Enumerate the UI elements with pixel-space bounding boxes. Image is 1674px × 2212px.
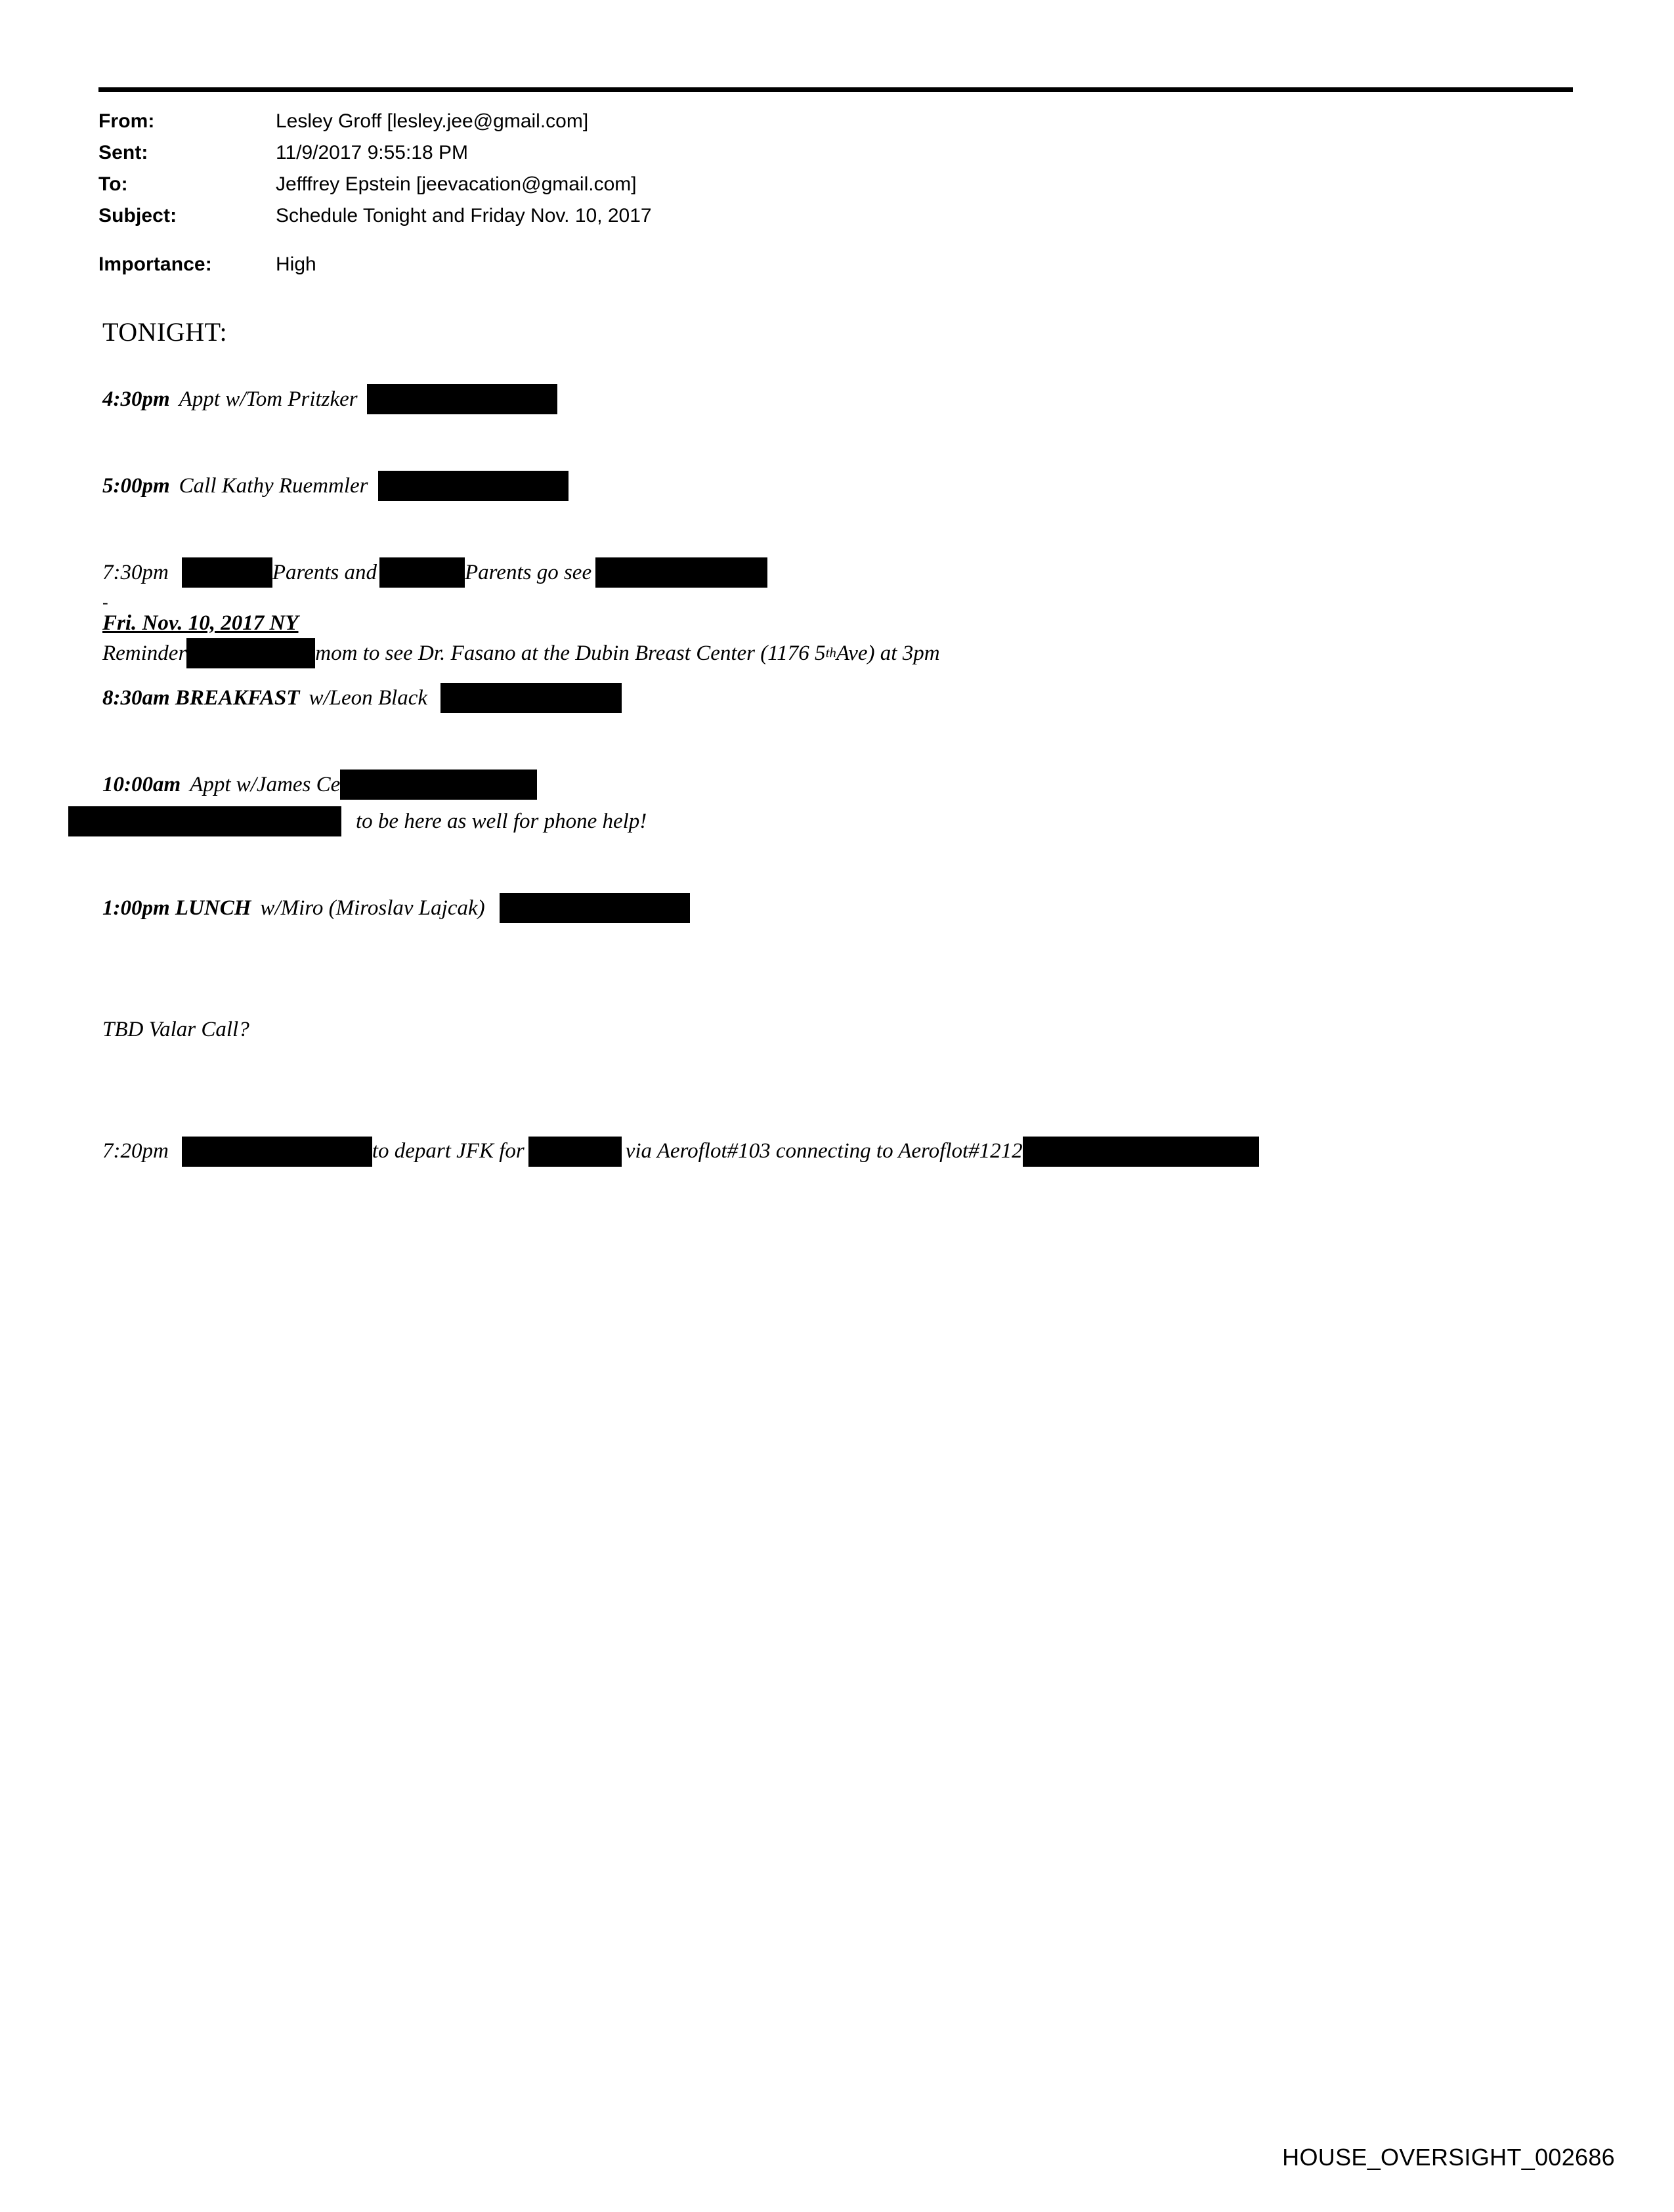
bullet-dash: - (102, 593, 108, 612)
header-label-importance: Importance: (98, 253, 212, 275)
schedule-time-830am: 8:30am BREAKFAST (102, 685, 300, 710)
schedule-item-720pm (102, 1137, 1582, 1167)
reminder-sup: th (825, 645, 836, 661)
redaction-bar (378, 471, 569, 501)
schedule-item-430pm (102, 384, 1582, 414)
schedule-item-500pm (102, 471, 1582, 501)
schedule-text-1000am: Appt w/James Ce (190, 772, 341, 796)
schedule-time-1000am: 10:00am (102, 772, 181, 796)
redaction-bar (440, 683, 622, 713)
header-value-to: Jefffrey Epstein [jeevacation@gmail.com] (276, 173, 637, 195)
header-value-from: Lesley Groff [lesley.jee@gmail.com] (276, 110, 589, 132)
redaction-bar (500, 893, 690, 923)
header-value-sent: 11/9/2017 9:55:18 PM (276, 142, 468, 163)
reminder-text2: Ave) at 3pm (836, 641, 940, 665)
reminder-line (102, 638, 1582, 668)
header-label-sent-text: Sent (98, 142, 142, 163)
header-label-to-text: To (98, 173, 121, 195)
header-divider-rule (98, 87, 1573, 92)
schedule-text-500pm: Call Kathy Ruemmler (179, 473, 368, 498)
header-row-subject (98, 205, 1576, 236)
schedule-item-830am (102, 683, 1582, 713)
schedule-time-730pm: 7:30pm (102, 560, 169, 584)
reminder-text: mom to see Dr. Fasano at the Dubin Breast Center (1176 5 (315, 641, 826, 665)
header-row-importance (98, 253, 1576, 285)
redaction-bar (182, 557, 272, 588)
schedule-text-1000am-cont: to be here as well for phone help! (356, 809, 647, 833)
schedule-item-1000am (102, 770, 1582, 800)
header-label-from: From: (98, 110, 155, 132)
header-value-importance: High (276, 253, 316, 275)
schedule-item-100pm (102, 893, 1582, 923)
redaction-bar (595, 557, 767, 588)
schedule-text-tbd: TBD Valar Call? (102, 1018, 249, 1041)
redaction-bar (1023, 1137, 1259, 1167)
header-value-subject: Schedule Tonight and Friday Nov. 10, 2017 (276, 205, 652, 227)
schedule-item-tbd (102, 1018, 1582, 1042)
email-body (98, 316, 1582, 1167)
header-label-importance-text: Importance (98, 253, 205, 275)
schedule-text-730pm-b: Parents go see (465, 560, 592, 584)
schedule-time-100pm: 1:00pm LUNCH (102, 896, 251, 920)
tonight-heading: TONIGHT: (102, 317, 228, 347)
reminder-label: Reminder (102, 641, 187, 665)
schedule-item-1000am-cont (68, 806, 1582, 836)
schedule-text-720pm-b: via Aeroflot#103 connecting to Aeroflot#1212 (625, 1139, 1023, 1163)
header-row-to (98, 173, 1576, 205)
redaction-bar (182, 1137, 372, 1167)
header-label-subject-text: Subject (98, 205, 171, 227)
schedule-item-730pm (102, 557, 1582, 588)
header-row-from (98, 110, 1576, 142)
schedule-text-100pm: w/Miro (Miroslav Lajcak) (260, 896, 485, 920)
schedule-time-720pm: 7:20pm (102, 1139, 169, 1163)
header-label-from-text: From (98, 110, 148, 132)
schedule-text-430pm: Appt w/Tom Pritzker (179, 387, 358, 411)
redaction-bar (340, 770, 537, 800)
redaction-bar (68, 806, 341, 836)
schedule-time-500pm: 5:00pm (102, 473, 170, 498)
header-row-sent (98, 142, 1576, 173)
redaction-bar (379, 557, 465, 588)
friday-heading: Fri. Nov. 10, 2017 NY (102, 611, 299, 635)
schedule-text-830am: w/Leon Black (309, 685, 428, 710)
email-header (98, 110, 1576, 285)
header-label-sent: Sent: (98, 142, 148, 163)
header-spacer (98, 236, 1576, 253)
schedule-text-720pm-a: to depart JFK for (372, 1139, 525, 1163)
header-label-subject: Subject: (98, 205, 177, 227)
header-label-to: To: (98, 173, 128, 195)
redaction-bar (367, 384, 557, 414)
schedule-text-730pm-a: Parents and (272, 560, 377, 584)
redaction-bar (186, 638, 315, 668)
schedule-time-430pm: 4:30pm (102, 387, 170, 411)
bates-number: HOUSE_OVERSIGHT_002686 (1282, 2144, 1615, 2171)
redaction-bar (528, 1137, 622, 1167)
